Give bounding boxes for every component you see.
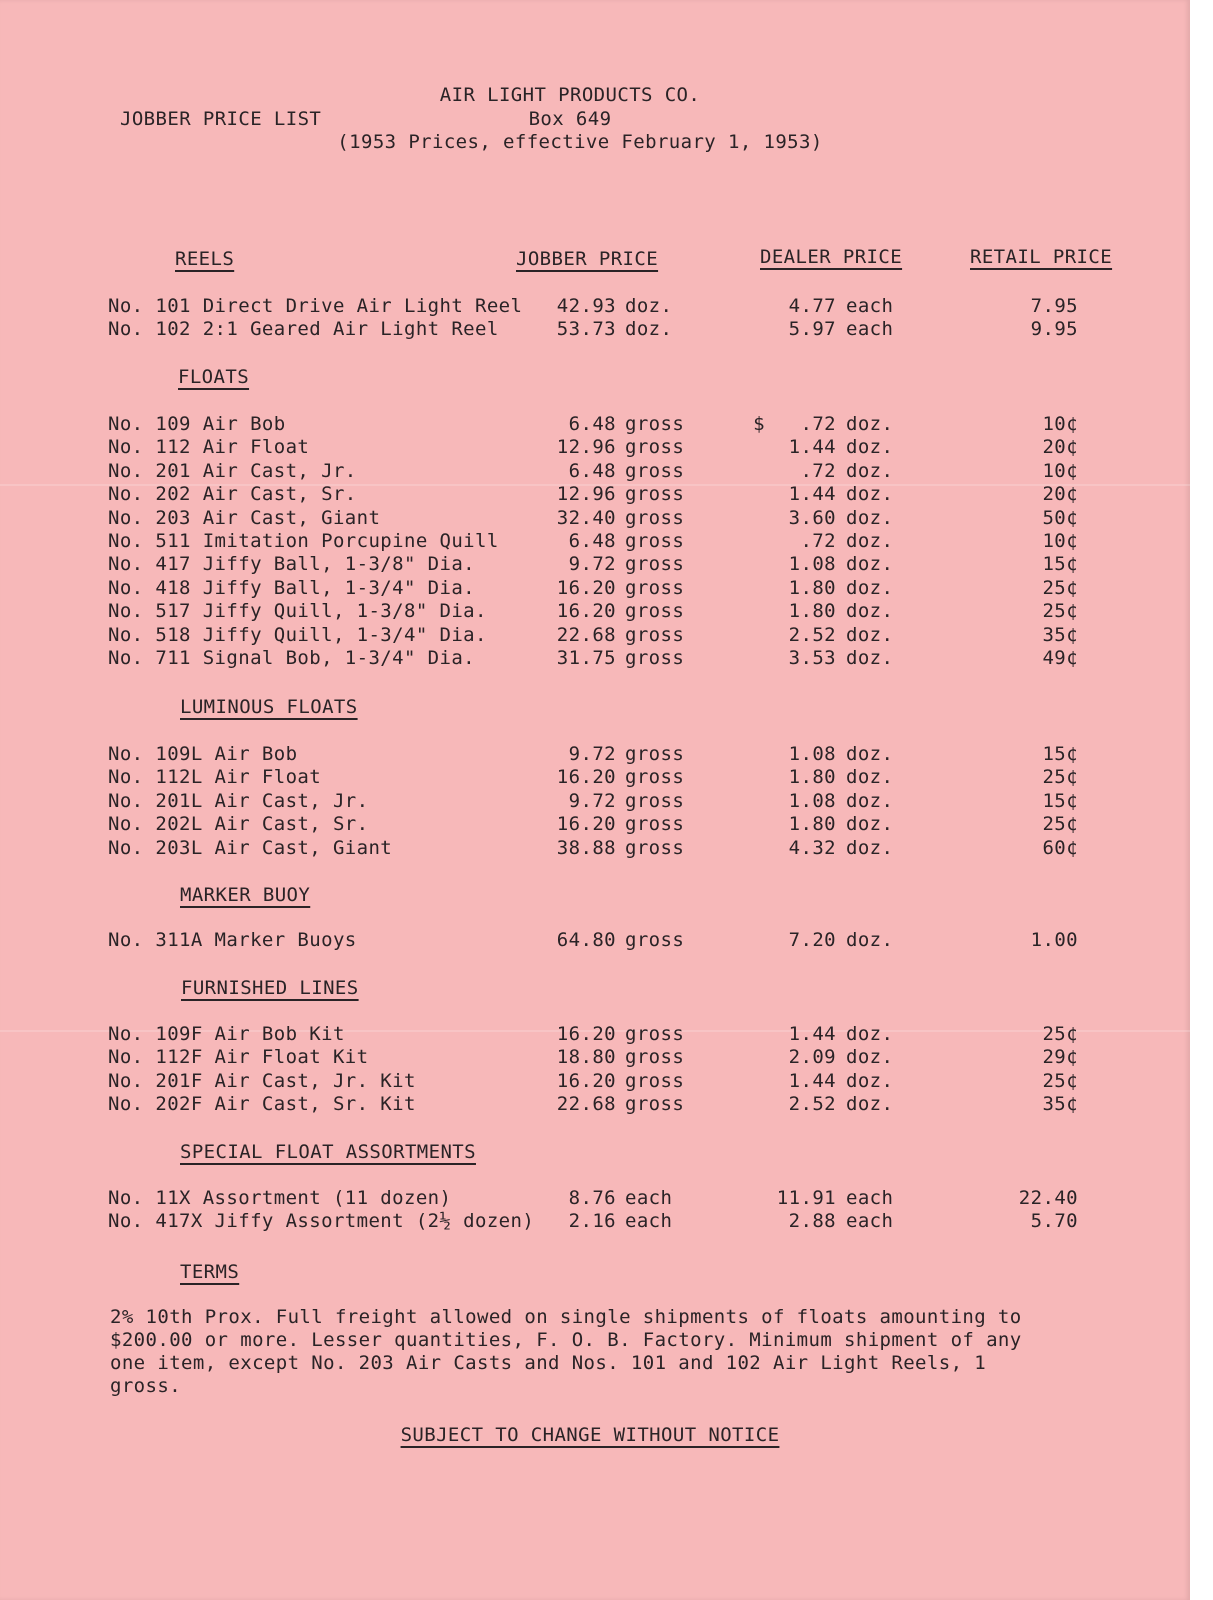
dealer-price: .72 [800,530,836,552]
company-name: AIR LIGHT PRODUCTS CO. [439,84,701,106]
jobber-price: 16.20 [556,766,616,789]
jobber-price: 38.88 [556,836,616,859]
retail-price: 50¢ [1042,506,1078,529]
dealer-price: 1.08 [788,553,836,576]
price-row [0,1187,1190,1211]
price-row [0,460,1190,484]
jobber-unit: gross [625,789,685,812]
jobber-price: 53.73 [556,318,616,341]
retail-price: 1.00 [1030,929,1078,951]
price-row [0,483,1190,507]
dealer-price: 1.44 [788,483,836,506]
price-row [0,318,1190,342]
item-name: No. 418 Jiffy Ball, 1-3/4" Dia. [108,576,476,599]
jobber-price: 16.20 [556,600,616,623]
dealer-price: 3.60 [788,506,836,529]
jobber-price: 2.16 [568,1210,616,1233]
jobber-price: 31.75 [556,647,616,669]
dealer-price: 1.44 [788,436,836,459]
item-name: No. 203L Air Cast, Giant [108,836,393,859]
dealer-unit: doz. [846,553,894,576]
dealer-price: 1.80 [788,576,836,599]
retail-price: 25¢ [1042,766,1078,789]
price-row [0,647,1190,671]
retail-price: 5.70 [1030,1210,1078,1233]
retail-price: 10¢ [1042,413,1078,435]
dealer-price: 4.77 [788,295,836,317]
item-name: No. 202 Air Cast, Sr. [108,483,357,506]
item-name: No. 511 Imitation Porcupine Quill [108,530,499,552]
dealer-price: 1.08 [788,743,836,765]
dealer-unit: doz. [846,789,894,812]
item-name: No. 109L Air Bob [108,743,298,765]
list-title: JOBBER PRICE LIST [120,108,322,130]
price-row [0,1023,1190,1047]
price-row [0,813,1190,837]
jobber-unit: gross [625,813,685,836]
jobber-price: 16.20 [556,813,616,836]
item-name: No. 112F Air Float Kit [108,1046,369,1069]
section-title: LUMINOUS FLOATS [180,696,358,718]
item-name: No. 102 2:1 Geared Air Light Reel [108,318,499,341]
jobber-price: 22.68 [556,1093,616,1116]
dealer-unit: each [846,1187,894,1209]
jobber-price: 12.96 [556,436,616,459]
jobber-unit: gross [625,530,685,552]
jobber-price: 22.68 [556,623,616,646]
section-title: FLOATS [178,366,250,388]
price-row [0,837,1190,861]
retail-price: 7.95 [1030,295,1078,317]
item-name: No. 202L Air Cast, Sr. [108,813,369,836]
price-row [0,624,1190,648]
item-name: No. 417X Jiffy Assortment (2½ dozen) [108,1210,535,1233]
jobber-unit: each [625,1187,673,1209]
dealer-price: 2.88 [788,1210,836,1233]
item-name: No. 202F Air Cast, Sr. Kit [108,1093,416,1116]
item-name: No. 101 Direct Drive Air Light Reel [108,295,523,317]
price-row [0,766,1190,790]
jobber-unit: gross [625,576,685,599]
jobber-price: 6.48 [568,459,616,482]
retail-price: 25¢ [1042,576,1078,599]
price-row [0,1210,1190,1234]
dealer-price: 5.97 [788,318,836,341]
dealer-unit: doz. [846,1046,894,1069]
price-row [0,577,1190,601]
price-row [0,790,1190,814]
jobber-unit: gross [625,929,685,951]
retail-price: 60¢ [1042,836,1078,859]
retail-price: 25¢ [1042,1069,1078,1092]
column-dealer-price: DEALER PRICE [760,246,903,268]
price-row [0,1093,1190,1117]
jobber-unit: gross [625,766,685,789]
jobber-price: 16.20 [556,576,616,599]
jobber-unit: gross [625,623,685,646]
jobber-unit: gross [625,743,685,765]
jobber-price: 32.40 [556,506,616,529]
dealer-unit: doz. [846,413,894,435]
price-row [0,929,1190,953]
retail-price: 29¢ [1042,1046,1078,1069]
dealer-unit: doz. [846,766,894,789]
dealer-price: 4.32 [788,836,836,859]
dealer-price: 1.08 [788,789,836,812]
item-name: No. 517 Jiffy Quill, 1-3/8" Dia. [108,600,487,623]
dealer-price: 1.80 [788,600,836,623]
item-name: No. 311A Marker Buoys [108,929,357,951]
jobber-unit: doz. [625,295,673,317]
price-row [0,436,1190,460]
jobber-unit: gross [625,436,685,459]
item-name: No. 201F Air Cast, Jr. Kit [108,1069,416,1092]
dealer-unit: doz. [846,530,894,552]
price-row [0,743,1190,767]
retail-price: 35¢ [1042,1093,1078,1116]
retail-price: 25¢ [1042,813,1078,836]
dealer-unit: doz. [846,1069,894,1092]
item-name: No. 201L Air Cast, Jr. [108,789,369,812]
price-row [0,1070,1190,1094]
retail-price: 35¢ [1042,623,1078,646]
item-name: No. 109 Air Bob [108,413,286,435]
item-name: No. 109F Air Bob Kit [108,1023,345,1045]
dealer-unit: doz. [846,623,894,646]
dealer-unit: doz. [846,929,894,951]
item-name: No. 711 Signal Bob, 1-3/4" Dia. [108,647,476,669]
retail-price: 15¢ [1042,743,1078,765]
dealer-unit: doz. [846,836,894,859]
jobber-unit: gross [625,506,685,529]
item-name: No. 201 Air Cast, Jr. [108,459,357,482]
dealer-unit: doz. [846,813,894,836]
dealer-price: 2.52 [788,1093,836,1116]
column-retail-price: RETAIL PRICE [970,246,1113,268]
dealer-unit: each [846,1210,894,1233]
dealer-price: 1.80 [788,813,836,836]
retail-price: 9.95 [1030,318,1078,341]
dealer-unit: doz. [846,647,894,669]
retail-price: 20¢ [1042,483,1078,506]
item-name: No. 112 Air Float [108,436,310,459]
dealer-unit: doz. [846,600,894,623]
dealer-unit: each [846,295,894,317]
terms-text: 2% 10th Prox. Full freight allowed on single shipments of floats amounting to $200.00 or more. Lesser quantities, F. O. B. Factory. Minimum shipment of any one item, except No. 203 Air Casts and Nos. 101 and 102 Air Light Reels, 1 gross. [110,1306,1022,1397]
jobber-unit: gross [625,647,685,669]
jobber-price: 8.76 [568,1187,616,1209]
section-title: SPECIAL FLOAT ASSORTMENTS [180,1141,476,1163]
jobber-unit: gross [625,1046,685,1069]
price-row [0,600,1190,624]
jobber-price: 12.96 [556,483,616,506]
dealer-unit: each [846,318,894,341]
dealer-price: 1.44 [788,1023,836,1045]
section-title: MARKER BUOY [180,884,311,906]
jobber-price: 16.20 [556,1023,616,1045]
jobber-price: 18.80 [556,1046,616,1069]
retail-price: 22.40 [1018,1187,1078,1209]
jobber-unit: gross [625,483,685,506]
dealer-unit: doz. [846,743,894,765]
jobber-unit: gross [625,1023,685,1045]
dealer-price: $ .72 [753,413,836,435]
dealer-unit: doz. [846,1023,894,1045]
dealer-price: 2.09 [788,1046,836,1069]
price-row [0,413,1190,437]
jobber-unit: gross [625,413,685,435]
price-row [0,295,1190,319]
dealer-price: 11.91 [776,1187,836,1209]
dealer-unit: doz. [846,436,894,459]
jobber-price: 9.72 [568,553,616,576]
jobber-price: 9.72 [568,743,616,765]
column-jobber-price: JOBBER PRICE [516,248,659,270]
jobber-unit: each [625,1210,673,1233]
section-title: FURNISHED LINES [181,977,359,999]
terms-title: TERMS [180,1261,240,1283]
retail-price: 15¢ [1042,553,1078,576]
retail-price: 25¢ [1042,1023,1078,1045]
retail-price: 25¢ [1042,600,1078,623]
retail-price: 20¢ [1042,436,1078,459]
jobber-unit: doz. [625,318,673,341]
item-name: No. 203 Air Cast, Giant [108,506,381,529]
price-row [0,553,1190,577]
jobber-unit: gross [625,1069,685,1092]
retail-price: 10¢ [1042,530,1078,552]
price-row [0,1046,1190,1070]
jobber-unit: gross [625,600,685,623]
jobber-unit: gross [625,459,685,482]
retail-price: 15¢ [1042,789,1078,812]
retail-price: 10¢ [1042,459,1078,482]
dealer-price: 1.44 [788,1069,836,1092]
item-name: No. 11X Assortment (11 dozen) [108,1187,452,1209]
jobber-unit: gross [625,1093,685,1116]
price-row [0,530,1190,554]
footer-notice: SUBJECT TO CHANGE WITHOUT NOTICE [400,1424,780,1446]
jobber-price: 64.80 [556,929,616,951]
dealer-price: 7.20 [788,929,836,951]
jobber-price: 42.93 [556,295,616,317]
dealer-unit: doz. [846,576,894,599]
price-row [0,507,1190,531]
dealer-price: 3.53 [788,647,836,669]
dealer-price: .72 [800,459,836,482]
dealer-unit: doz. [846,483,894,506]
dealer-price: 2.52 [788,623,836,646]
section-title-reels: REELS [175,248,235,270]
jobber-unit: gross [625,553,685,576]
jobber-price: 6.48 [568,530,616,552]
item-name: No. 518 Jiffy Quill, 1-3/4" Dia. [108,623,487,646]
effective-date: (1953 Prices, effective February 1, 1953) [337,131,823,153]
dealer-unit: doz. [846,459,894,482]
item-name: No. 417 Jiffy Ball, 1-3/8" Dia. [108,553,476,576]
dealer-unit: doz. [846,1093,894,1116]
jobber-price: 6.48 [568,413,616,435]
item-name: No. 112L Air Float [108,766,322,789]
dealer-unit: doz. [846,506,894,529]
retail-price: 49¢ [1042,647,1078,669]
jobber-unit: gross [625,836,685,859]
box-number: Box 649 [528,108,612,130]
dealer-price: 1.80 [788,766,836,789]
jobber-price: 9.72 [568,789,616,812]
jobber-price: 16.20 [556,1069,616,1092]
